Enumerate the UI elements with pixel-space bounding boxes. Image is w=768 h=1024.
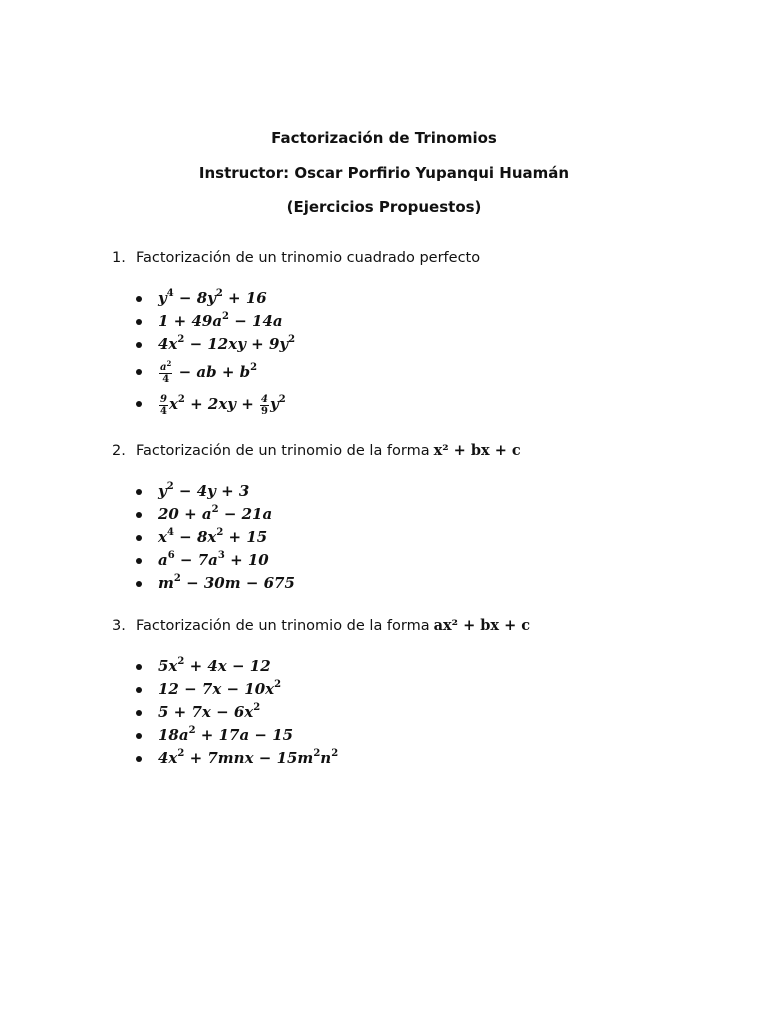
section-form-formula: ax² + bx + c bbox=[433, 617, 531, 634]
instructor-line: Instructor: Oscar Porfirio Yupanqui Huamán bbox=[198, 164, 570, 182]
math-expression: $\frac{a^2}{4}$ − ab + $b^2$ bbox=[160, 358, 258, 385]
math-expression: $4x^2 + 7mnx - 15m^2n^2$ bbox=[158, 748, 339, 767]
bullet-icon bbox=[136, 512, 142, 518]
section-number: 3. bbox=[112, 618, 126, 634]
math-expression: $y^4 - 8y^2 + 16$ bbox=[158, 288, 267, 307]
math-expression: $5x^2 + 4x - 12$ bbox=[158, 656, 271, 675]
section-2-heading bbox=[112, 442, 521, 459]
document-title: Factorización de Trinomios bbox=[271, 129, 497, 147]
math-expression: $20 + a^2 - 21a$ bbox=[158, 504, 273, 523]
math-expression: $5 + 7x - 6x^2$ bbox=[158, 702, 261, 721]
math-expression: $a^6 - 7a^3 + 10$ bbox=[158, 550, 269, 569]
section-heading-text: Factorización de un trinomio de la forma bbox=[136, 443, 430, 459]
section-number: 2. bbox=[112, 443, 126, 459]
bullet-icon bbox=[136, 664, 142, 670]
bullet-icon bbox=[136, 558, 142, 564]
bullet-icon bbox=[136, 342, 142, 348]
math-expression: $y^2 - 4y + 3$ bbox=[158, 481, 250, 500]
bullet-icon bbox=[136, 687, 142, 693]
math-expression: $\frac{9}{4}$ $x^2 + 2xy$ + $\frac{4}{9}$ $y^2$ bbox=[160, 393, 286, 417]
section-number: 1. bbox=[112, 250, 126, 266]
bullet-icon bbox=[136, 710, 142, 716]
math-expression: $m^2 - 30m - 675$ bbox=[158, 573, 295, 592]
section-heading-text: Factorización de un trinomio de la forma bbox=[136, 618, 430, 634]
bullet-icon bbox=[136, 401, 142, 407]
bullet-icon bbox=[136, 296, 142, 302]
section-form-formula: x² + bx + c bbox=[433, 442, 521, 459]
bullet-icon bbox=[136, 756, 142, 762]
bullet-icon bbox=[136, 489, 142, 495]
bullet-icon bbox=[136, 733, 142, 739]
math-expression: $4x^2 - 12xy + 9y^2$ bbox=[158, 334, 296, 353]
bullet-icon bbox=[136, 581, 142, 587]
math-expression: $1 + 49a^2 - 14a$ bbox=[158, 311, 283, 330]
bullet-icon bbox=[136, 369, 142, 375]
section-heading-text: Factorización de un trinomio cuadrado perfecto bbox=[136, 250, 481, 266]
section-3-heading bbox=[112, 617, 530, 634]
document-subtitle: (Ejercicios Propuestos) bbox=[286, 198, 482, 216]
math-expression: $x^4 - 8x^2 + 15$ bbox=[158, 527, 268, 546]
bullet-icon bbox=[136, 535, 142, 541]
math-expression: $18a^2 + 17a - 15$ bbox=[158, 725, 294, 744]
bullet-icon bbox=[136, 319, 142, 325]
section-1-heading bbox=[112, 250, 480, 266]
math-expression: $12 - 7x - 10x^2$ bbox=[158, 679, 282, 698]
